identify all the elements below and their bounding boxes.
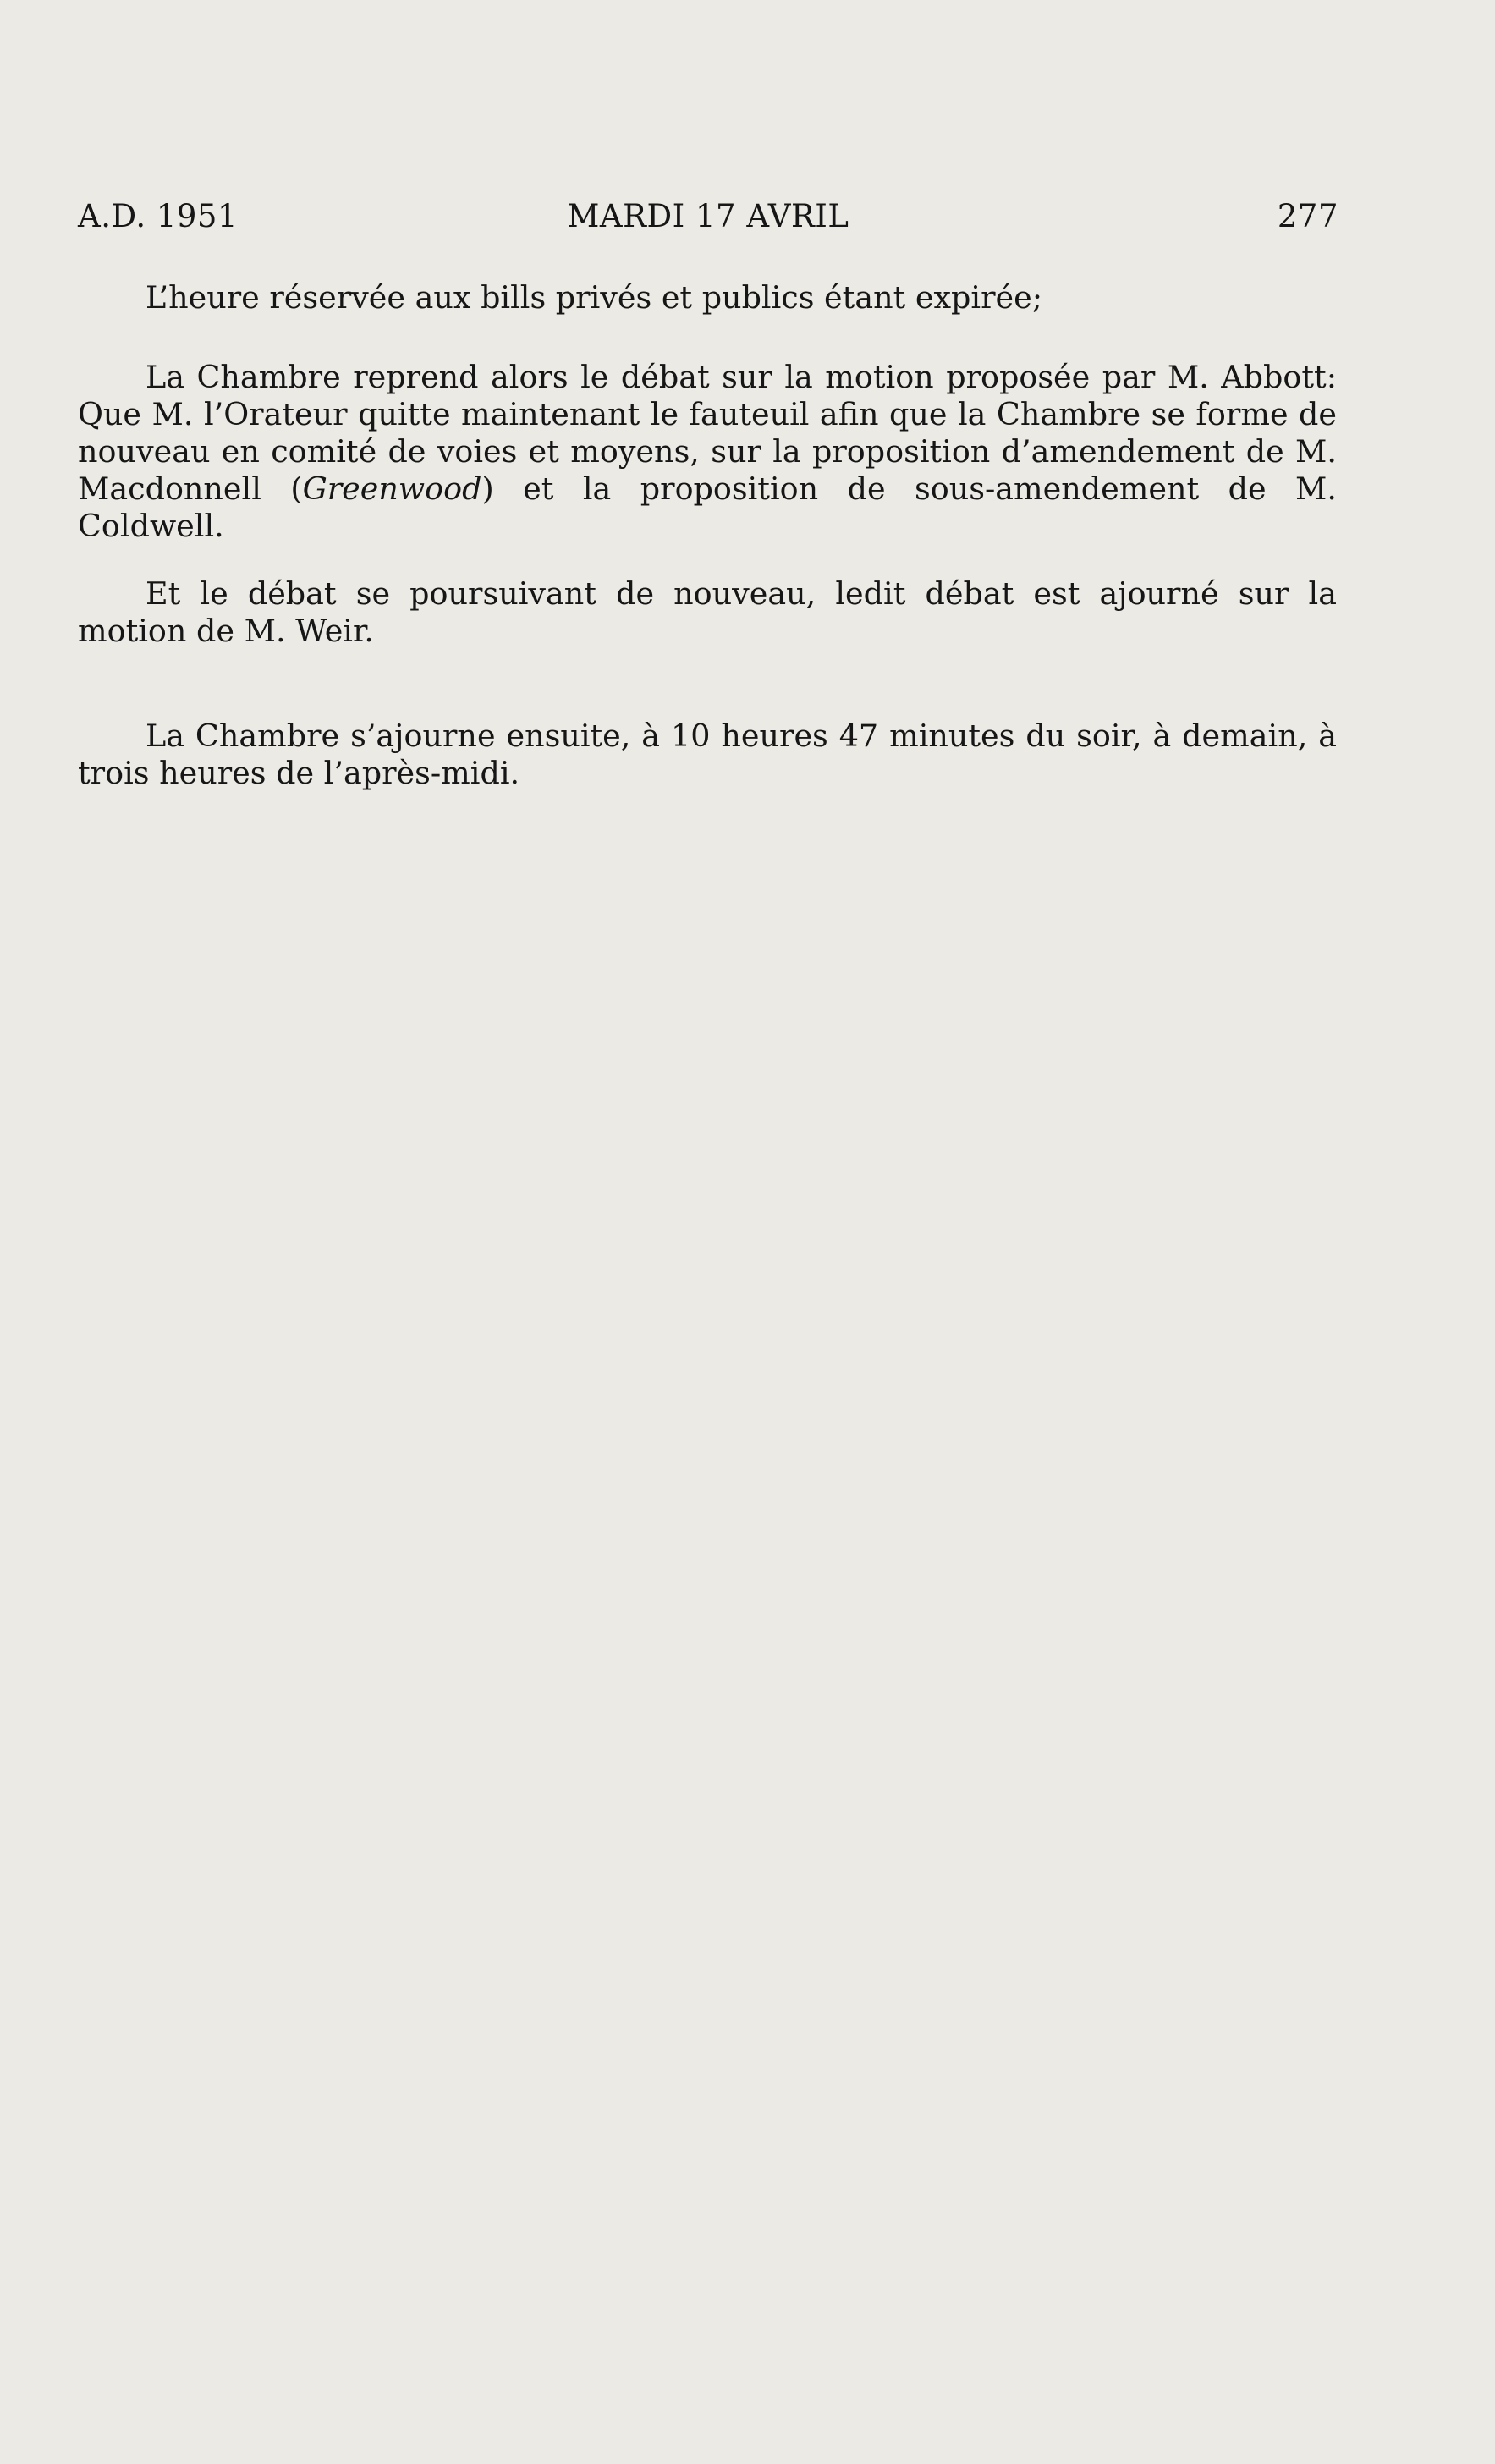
paragraph-bills-expired: L’heure réservée aux bills privés et publics étant expirée; [146, 279, 1043, 316]
page-number: 277 [1277, 198, 1338, 234]
paragraph-debate-adjourned: Et le débat se poursuivant de nouveau, ledit débat est ajourné sur la motion de M. Weir. [78, 575, 1337, 649]
document-body [78, 279, 1337, 792]
running-header [78, 191, 1338, 242]
paragraph-debate-resumed [78, 359, 1337, 545]
header-date: MARDI 17 AVRIL [567, 198, 849, 234]
paragraph-debate-text-a: La Chambre reprend alors le débat sur la motion proposée par M. Abbott: Que M. l’Orateur quitte maintenant le fauteuil afin que la Chambre se forme de nouveau en comité de voies et moyens, sur la proposition d’amendement de M. Macdonnell ( [78, 359, 1337, 507]
paragraph-house-adjourns: La Chambre s’ajourne ensuite, à 10 heures 47 minutes du soir, à demain, à trois heures de l’après-midi. [78, 718, 1337, 791]
header-year: A.D. 1951 [78, 198, 239, 234]
riding-name-italic: Greenwood [302, 470, 482, 507]
paragraph-debate-text-b: ) et la proposition de sous-amendement de M. Coldwell. [78, 470, 1337, 544]
